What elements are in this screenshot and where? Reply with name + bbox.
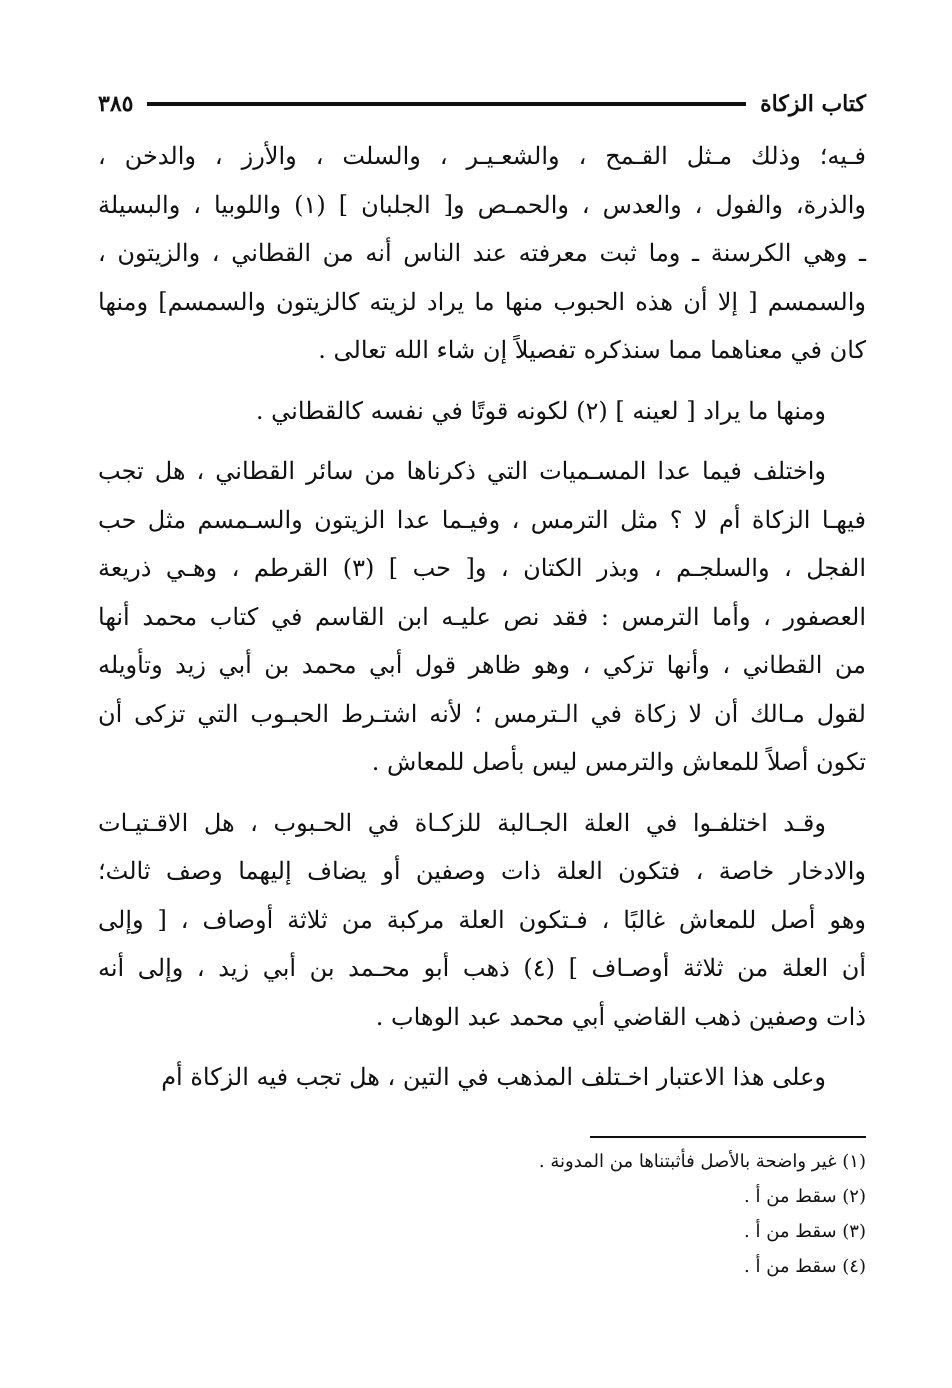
text-line: والذرة، والفول ، والعدس ، والحمـص و[ الجلبان ] (١) واللوبيا ، والبسيلة — [98, 190, 867, 219]
text-line: كان في معناهما مما سنذكره تفصيلاً إن شاء الله تعالى . — [318, 336, 866, 364]
text-line: فـيه؛ وذلك مـثل القـمح ، والشعـيـر ، والسلت ، والأرز ، والدخن ، — [98, 142, 866, 170]
text-line: الفجل ، والسلجـم ، وبذر الكتان ، و[ حب ] (٣) القرطم ، وهـي ذريعة — [98, 554, 866, 582]
paragraph — [98, 447, 866, 787]
text-line: واختلف فيما عدا المسـميات التي ذكرناها من سائر القطاني ، هل تجب — [98, 457, 826, 485]
text-line: أن العلة من ثلاثة أوصـاف ] (٤) ذهب أبو محـمد بن أبي زيد ، وإلى أنه — [98, 954, 867, 982]
text-line: لقول مـالك أن لا زكاة في الـترمس ؛ لأنه اشتـرط الحبـوب التي تزكى أن — [98, 699, 866, 728]
footnote: (٣) سقط من أ . — [744, 1220, 866, 1242]
text-line: من القطاني ، وأنها تزكي ، وهو ظاهر قول أبي محمد بن أبي زيد وتأويله — [98, 651, 866, 679]
text-line: فيهـا الزكاة أم لا ؟ مثل الترمس ، وفيـما عدا الزيتون والسـمسم مثل حب — [98, 505, 866, 534]
paragraph — [98, 387, 866, 436]
text-line: والادخار خاصة ، فتكون العلة ذات وصفين أو يضاف إليهما وصف ثالث؛ — [98, 857, 866, 885]
paragraph — [98, 1053, 866, 1102]
text-line: ومنها ما يراد [ لعينه ] (٢) لكونه قوتًا في نفسه كالقطاني . — [255, 396, 826, 425]
running-header — [98, 84, 866, 124]
text-line: وقـد اختلفـوا في العلة الجـالبة للزكـاة في الحـبوب ، هل الاقـتيـات — [98, 808, 826, 837]
text-line: العصفور ، وأما الترمس : فقد نص عليـه ابن القاسم في كتاب محمد أنها — [98, 602, 866, 631]
footnote: (١) غير واضحة بالأصل فأثبتناها من المدونة . — [538, 1150, 866, 1172]
text-line: وهو أصل للمعاش غالبًا ، فـتكون العلة مركبة من ثلاثة أوصاف ، [ وإلى — [98, 905, 866, 934]
text-line: والسمسم [ إلا أن هذه الحبوب منها ما يراد لزيته كالزيتون والسمسم] ومنها — [98, 287, 866, 316]
footnote: (٤) سقط من أ . — [744, 1255, 866, 1277]
footnote-separator — [590, 1136, 866, 1138]
paragraph — [98, 132, 866, 375]
page-number: ٣٨٥ — [98, 91, 134, 117]
text-line: ـ وهي الكرسنة ـ وما ثبت معرفته عند الناس أنه من القطاني ، والزيتون ، — [98, 239, 866, 267]
main-text — [98, 132, 866, 1102]
page — [98, 84, 866, 1284]
text-line: وعلى هذا الاعتبار اخـتلف المذهب في التين ، هل تجب فيه الزكاة أم — [161, 1063, 826, 1091]
paragraph — [98, 799, 866, 1042]
text-line: تكون أصلاً للمعاش والترمس ليس بأصل للمعاش . — [371, 748, 866, 776]
book-title: كتاب الزكاة — [760, 91, 866, 117]
footnote: (٢) سقط من أ . — [744, 1185, 866, 1207]
header-rule — [147, 102, 746, 106]
text-line: ذات وصفين ذهب القاضي أبي محمد عبد الوهاب . — [375, 1002, 866, 1031]
footnotes — [98, 1144, 866, 1284]
